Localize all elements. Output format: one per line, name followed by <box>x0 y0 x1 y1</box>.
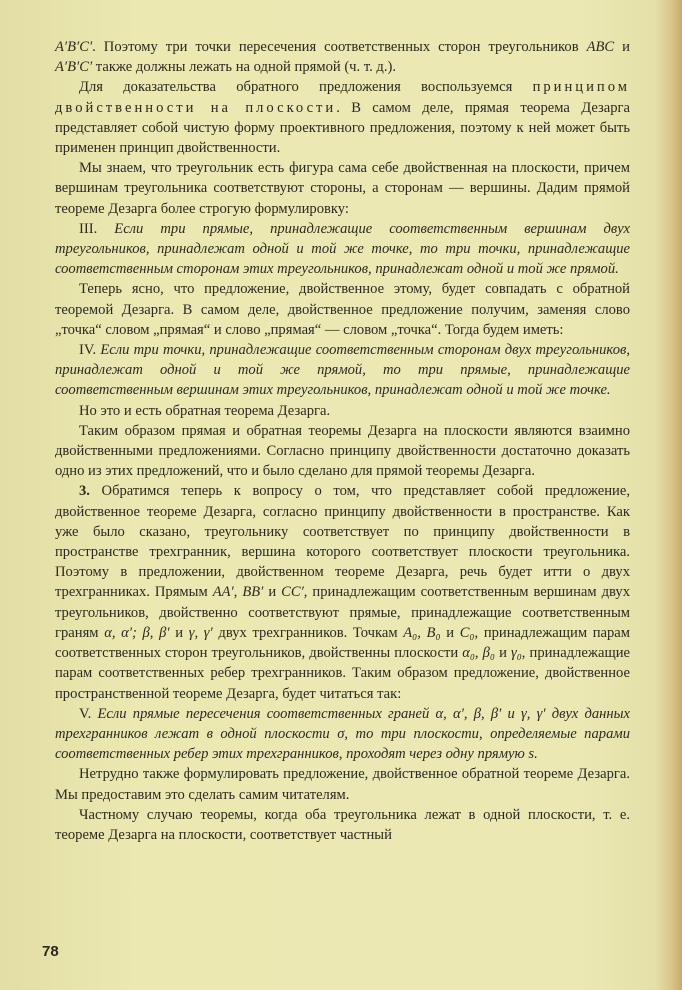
paragraph <box>55 279 630 340</box>
paragraph <box>55 77 630 158</box>
text-segment: V. <box>79 705 98 722</box>
text-segment: Обратимся теперь к вопросу о том, что представляет собой предложение, двойственное теореме Дезарга, согласно принципу двойственности в пространстве. Как уже было сказано, треугольнику соответствует по принципу двойственности в пространстве трехгранник, вершина которого соответствует плоскости треугольника. Поэтому в предложении, двойственном теореме Дезарга, речь будет итти о двух трехгранниках. Прямым <box>55 483 630 601</box>
text-segment: A′B′C′ <box>55 59 93 76</box>
text-segment: Мы знаем, что треугольник есть фигура сама себе двойственная на плоскости, причем вершинам треугольника соответствуют стороны, а сторонам — вершины. Дадим прямой теореме Дезарга более строгую формулировку: <box>55 160 630 217</box>
text-segment: ABC <box>586 39 615 55</box>
text-segment: III. <box>79 220 115 237</box>
text-segment: двух трехгранников. Точкам <box>212 624 404 641</box>
text-segment: IV. <box>79 342 101 359</box>
text-segment: принципом двойственности на плоскости <box>55 79 630 116</box>
text-segment: также должны лежать на одной прямой (ч. т. д.). <box>92 59 396 76</box>
text-segment: Но это и есть обратная теорема Дезарга. <box>79 402 331 419</box>
text-segment: и <box>440 624 460 641</box>
text-segment: γ, γ′ <box>188 624 213 641</box>
text-segment: , принадлежащим соответственным вершинам двух треугольников, двойственно соответствуют прямые, принадлежащие соответственным граням <box>55 584 631 641</box>
text-segment: A₀, B₀ <box>403 624 441 641</box>
text-segment: α₀, β₀ <box>462 645 495 662</box>
text-segment: . В самом деле, прямая теорема Дезарга представляет собой чистую форму проективного предложения, поэтому к ней может быть применен принцип двойственности. <box>55 99 630 157</box>
text-segment: α, α′; β, β′ <box>104 624 170 641</box>
paragraph <box>55 340 630 401</box>
text-segment: , принадлежащим парам соответственных сторон треугольников, двойственны плоскости <box>55 624 631 662</box>
text-segment: AA′ <box>212 584 234 601</box>
text-segment: , <box>233 584 243 601</box>
text-segment: A′B′C′ <box>55 39 93 55</box>
paragraph <box>55 219 630 280</box>
paragraph <box>55 37 630 77</box>
text-segment: Для доказательства обратного предложения воспользуемся <box>79 79 533 96</box>
paragraph <box>55 704 630 765</box>
text-segment: Теперь ясно, что предложение, двойственное этому, будет совпадать с обратной теоремой Дезарга. В самом деле, двойственное предложение получим, заменяя слово „точка“ словом „прямая“ и слово „прямая“ — словом „точка“. Тогда будем иметь: <box>55 281 630 338</box>
text-segment: , принадлежащие парам соответственных ребер трехгранников. Таким образом предложение, двойственное пространственной теореме Дезарга, будет читаться так: <box>55 645 630 702</box>
paragraph <box>55 805 630 845</box>
page-body-text <box>55 37 630 845</box>
text-segment: Если прямые пересечения соответственных граней α, α′, β, β′ и γ, γ′ двух данных трехгранников лежат в одной плоскости σ, то три плоскости, определяемые парами соответственных ребер этих трехгранников, проходят через одну прямую s. <box>55 705 630 763</box>
text-segment: . Поэтому три точки пересечения соответственных сторон треугольников <box>92 39 587 55</box>
paragraph <box>55 421 630 482</box>
text-segment: и <box>263 584 282 601</box>
paragraph <box>55 764 630 804</box>
text-segment: CC′ <box>281 584 304 601</box>
text-segment: C₀ <box>459 624 475 641</box>
text-segment: 3. <box>79 483 90 500</box>
paragraph <box>55 401 630 421</box>
text-segment: Нетрудно также формулировать предложение, двойственное обратной теореме Дезарга. Мы предоставим это сделать самим читателям. <box>55 766 630 803</box>
text-segment: Таким образом прямая и обратная теоремы Дезарга на плоскости являются взаимно двойственными предложениями. Согласно принципу двойственности достаточно доказать одно из этих предложений, что и было сделано для прямой теоремы Дезарга. <box>55 422 630 480</box>
page-number: 78 <box>42 943 59 960</box>
text-segment: BB′ <box>242 584 264 601</box>
text-segment: Частному случаю теоремы, когда оба треугольника лежат в одной плоскости, т. е. теореме Дезарга на плоскости, соответствует частный <box>55 806 630 843</box>
text-segment: Если три точки, принадлежащие соответственным сторонам двух треугольников, принадлежат одной и той же прямой, то три прямые, принадлежащие соответственным вершинам этих треугольников, принадлежат одной и той же точке. <box>55 342 630 399</box>
paragraph <box>55 158 630 219</box>
text-segment: и <box>495 645 511 662</box>
paragraph <box>55 481 630 703</box>
text-segment: Если три прямые, принадлежащие соответственным вершинам двух треугольников, принадлежат одной и той же точке, то три точки, принадлежащие соответственным сторонам этих треугольников, принадлежат одной и той же прямой. <box>55 220 630 278</box>
text-segment: γ₀ <box>510 645 522 662</box>
text-segment: и <box>169 624 189 641</box>
text-segment: и <box>614 39 630 55</box>
